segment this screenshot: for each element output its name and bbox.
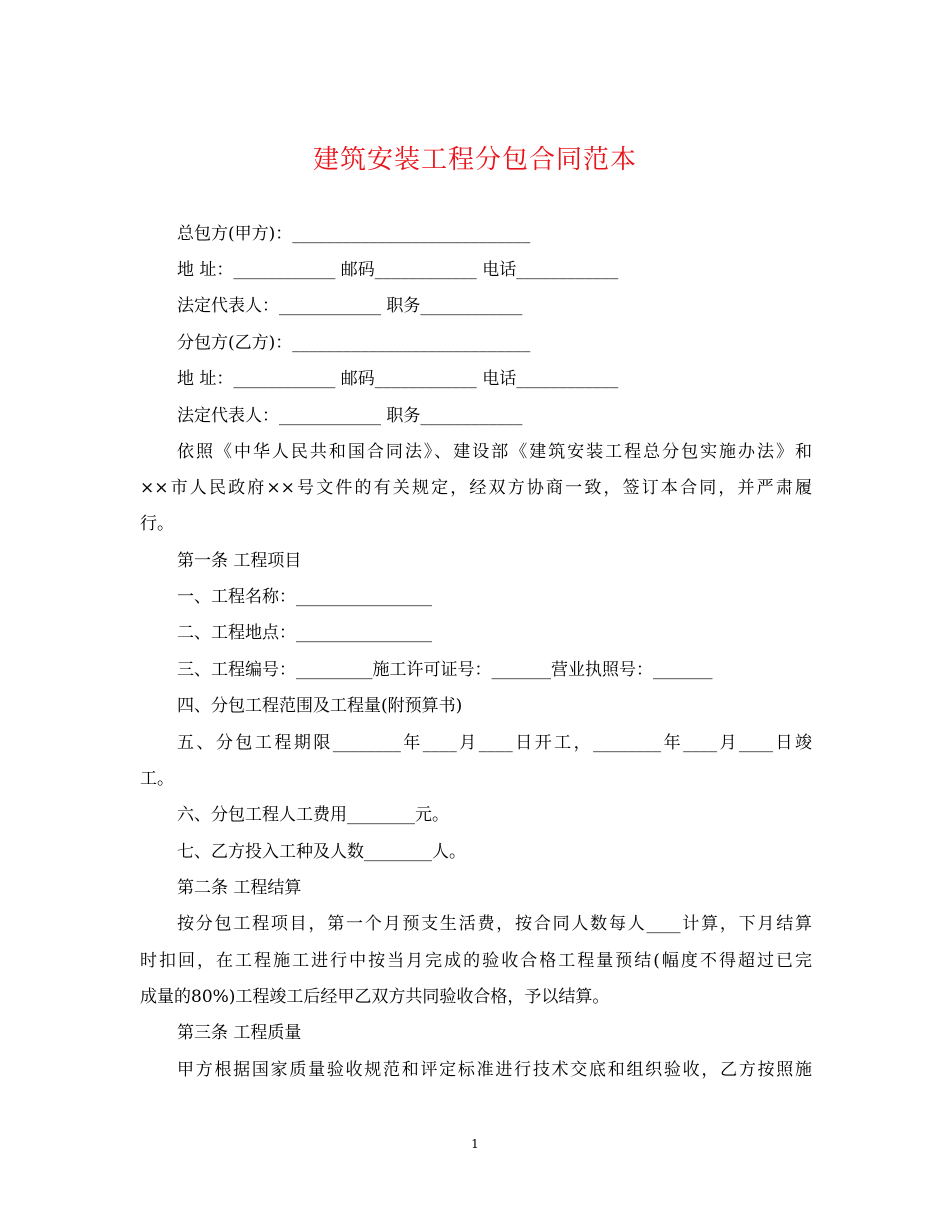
quality-line-1: 甲方根据国家质量验收规范和评定标准进行技术交底和组织验收，乙方按照施	[177, 1060, 812, 1080]
party-a-representative-line: 法定代表人：____________ 职务____________	[177, 296, 523, 316]
labor-cost-line: 六、分包工程人工费用________元。	[177, 805, 449, 825]
party-b-name-line: 分包方(乙方)：____________________________	[177, 333, 531, 353]
article-3-heading: 第三条 工程质量	[177, 1023, 302, 1043]
party-b-address-line: 地 址：____________ 邮码____________ 电话____________	[177, 369, 619, 389]
document-title: 建筑安装工程分包合同范本	[312, 145, 637, 175]
preamble-line-1: 依照《中华人民共和国合同法》、建设部《建筑安装工程总分包实施办法》和	[177, 442, 812, 462]
article-1-heading: 第一条 工程项目	[177, 551, 302, 571]
party-b-representative-line: 法定代表人：____________ 职务____________	[177, 406, 523, 426]
settlement-line-1: 按分包工程项目，第一个月预支生活费，按合同人数每人____计算，下月结算	[177, 914, 812, 934]
page-number: 1	[471, 1137, 479, 1151]
party-a-name-line: 总包方(甲方)：____________________________	[177, 224, 531, 244]
project-period-line-2: 工。	[140, 769, 174, 789]
project-name-line: 一、工程名称：________________	[177, 587, 432, 607]
preamble-line-3: 行。	[140, 514, 174, 534]
project-location-line: 二、工程地点：________________	[177, 623, 432, 643]
settlement-line-2: 时扣回，在工程施工进行中按当月完成的验收合格工程量预结(幅度不得超过已完	[140, 951, 812, 971]
preamble-line-2: ××市人民政府××号文件的有关规定，经双方协商一致，签订本合同，并严肃履	[140, 478, 812, 498]
settlement-line-3: 成量的80%)工程竣工后经甲乙双方共同验收合格，予以结算。	[140, 987, 610, 1007]
project-period-line-1: 五、分包工程期限________年____月____日开工，________年____月____日竣	[177, 733, 812, 753]
project-scope-line: 四、分包工程范围及工程量(附预算书)	[177, 696, 463, 716]
workforce-line: 七、乙方投入工种及人数________人。	[177, 842, 466, 862]
party-a-address-line: 地 址：____________ 邮码____________ 电话____________	[177, 260, 619, 280]
article-2-heading: 第二条 工程结算	[177, 878, 302, 898]
project-number-line: 三、工程编号：_________施工许可证号：_______营业执照号：_______	[177, 660, 713, 680]
